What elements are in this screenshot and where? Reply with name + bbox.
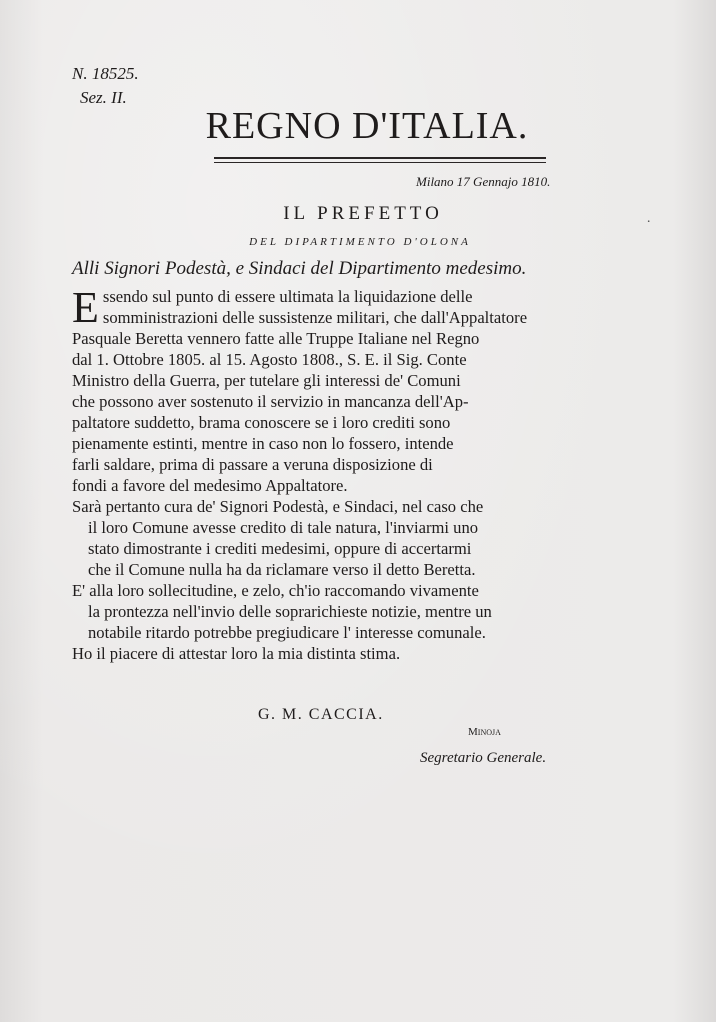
reference-number: N. 18525. bbox=[72, 64, 139, 83]
body-line: ssendo sul punto di essere ultimata la liquidazione delle bbox=[102, 287, 473, 306]
body-line: che il Comune nulla ha da riclamare verso il detto Beretta. bbox=[88, 560, 476, 579]
body-line: il loro Comune avesse credito di tale natura, l'inviarmi uno bbox=[88, 518, 479, 537]
body-line: dal 1. Ottobre 1805. al 15. Agosto 1808., S. E. il Sig. Conte bbox=[72, 350, 467, 369]
authority-title: IL PREFETTO bbox=[283, 203, 443, 224]
document-title: REGNO D'ITALIA. bbox=[205, 105, 529, 147]
body-line: paltatore suddetto, brama conoscere se i loro crediti sono bbox=[72, 413, 451, 432]
title-rule-thick bbox=[214, 157, 546, 159]
body-line: farli saldare, prima di passare a veruna disposizione di bbox=[72, 455, 433, 474]
date-line: Milano 17 Gennajo 1810. bbox=[416, 174, 551, 189]
body-line: che possono aver sostenuto il servizio in mancanza dell'Ap- bbox=[72, 392, 469, 411]
body-line: Pasquale Beretta vennero fatte alle Truppe Italiane nel Regno bbox=[72, 329, 480, 348]
addressee-line: Alli Signori Podestà, e Sindaci del Dipartimento medesimo. bbox=[72, 258, 527, 279]
body-text bbox=[72, 283, 592, 664]
body-line: la prontezza nell'invio delle soprarichieste notizie, mentre un bbox=[88, 602, 492, 621]
body-line: pienamente estinti, mentre in caso non lo fossero, intende bbox=[72, 434, 454, 453]
secretary-title: Segretario Generale. bbox=[420, 750, 547, 766]
body-line: fondi a favore del medesimo Appaltatore. bbox=[72, 476, 348, 495]
drop-cap: E bbox=[72, 283, 99, 332]
body-line: Sarà pertanto cura de' Signori Podestà, e Sindaci, nel caso che bbox=[72, 497, 484, 516]
prefect-signature: G. M. CACCIA. bbox=[258, 706, 384, 723]
body-line: somministrazioni delle sussistenze militari, che dall'Appaltatore bbox=[102, 308, 528, 327]
body-line: Ministro della Guerra, per tutelare gli interessi de' Comuni bbox=[72, 371, 461, 390]
ink-mark: ˙ bbox=[646, 218, 652, 235]
body-line: Ho il piacere di attestar loro la mia distinta stima. bbox=[72, 644, 401, 663]
title-rule-thin bbox=[214, 162, 546, 163]
body-line: stato dimostrante i crediti medesimi, oppure di accertarmi bbox=[88, 539, 472, 558]
department-name: DEL DIPARTIMENTO D'OLONA bbox=[249, 236, 471, 248]
body-line: E' alla loro sollecitudine, e zelo, ch'io raccomando vivamente bbox=[72, 581, 479, 600]
body-line: notabile ritardo potrebbe pregiudicare l' interesse comunale. bbox=[88, 623, 486, 642]
section-label: Sez. II. bbox=[80, 88, 127, 107]
secretary-name: Minoja bbox=[468, 726, 501, 738]
